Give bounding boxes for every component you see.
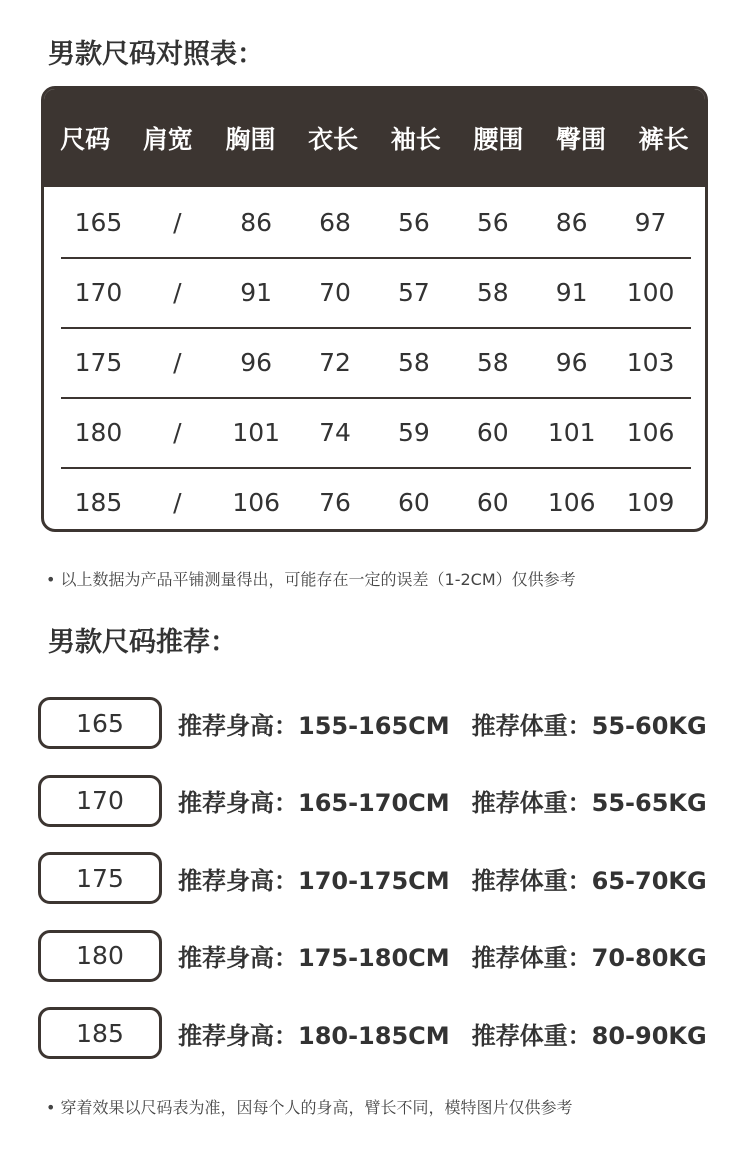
list-item bbox=[38, 1008, 738, 1058]
recommended-height: 推荐身高：175-180CM bbox=[178, 944, 450, 972]
size-chart-header bbox=[44, 89, 705, 187]
table-cell: 175 bbox=[74, 347, 123, 377]
size-badge: 185 bbox=[38, 1007, 162, 1059]
table-cell: 185 bbox=[74, 487, 123, 517]
table-row bbox=[44, 327, 705, 397]
table-cell: 57 bbox=[398, 277, 430, 307]
table-cell: 101 bbox=[547, 417, 596, 447]
table-cell: 74 bbox=[319, 417, 351, 447]
table-cell: 56 bbox=[398, 207, 430, 237]
table-cell: 68 bbox=[319, 207, 351, 237]
list-item bbox=[38, 698, 738, 748]
header-pants-length: 裤长 bbox=[638, 125, 689, 154]
size-chart-table bbox=[41, 86, 708, 532]
table-cell: 86 bbox=[240, 207, 273, 237]
table-cell: 60 bbox=[398, 487, 430, 517]
header-length: 衣长 bbox=[308, 125, 359, 154]
table-cell: 180 bbox=[74, 417, 123, 447]
header-size: 尺码 bbox=[60, 125, 111, 154]
recommended-height: 推荐身高：165-170CM bbox=[178, 789, 450, 817]
table-cell: 97 bbox=[634, 207, 667, 237]
table-cell: / bbox=[173, 347, 182, 377]
table-cell: 109 bbox=[626, 487, 675, 517]
table-cell: 76 bbox=[319, 487, 351, 517]
recommended-height: 推荐身高：170-175CM bbox=[178, 866, 450, 895]
table-row bbox=[44, 257, 705, 327]
table-cell: 91 bbox=[240, 277, 273, 307]
table-cell: / bbox=[173, 277, 182, 307]
list-item bbox=[38, 931, 738, 981]
table-cell: 59 bbox=[398, 417, 430, 447]
recommended-weight: 推荐体重：70-80KG bbox=[471, 944, 707, 972]
size-chart-body bbox=[44, 187, 705, 532]
recommended-weight: 推荐体重：55-65KG bbox=[471, 789, 707, 817]
table-cell: 106 bbox=[232, 487, 281, 517]
table-cell: 96 bbox=[240, 347, 273, 377]
size-badge: 170 bbox=[38, 775, 162, 827]
table-cell: 165 bbox=[74, 207, 123, 237]
table-cell: 91 bbox=[555, 277, 588, 307]
table-cell: 58 bbox=[476, 277, 509, 307]
size-badge: 165 bbox=[38, 697, 162, 749]
table-row bbox=[44, 187, 705, 257]
size-badge: 180 bbox=[38, 930, 162, 982]
header-hip: 臀围 bbox=[556, 125, 607, 154]
header-shoulder: 肩宽 bbox=[142, 125, 193, 154]
size-badge: 175 bbox=[38, 852, 162, 904]
table-cell: 106 bbox=[547, 487, 596, 517]
table-cell: 96 bbox=[555, 347, 588, 377]
table-cell: 60 bbox=[476, 417, 509, 447]
measurement-note: • 以上数据为产品平铺测量得出，可能存在一定的误差（1-2CM）仅供参考 bbox=[46, 570, 576, 589]
list-item bbox=[38, 853, 738, 903]
table-cell: 72 bbox=[319, 347, 351, 377]
table-cell: 70 bbox=[319, 277, 351, 307]
table-cell: / bbox=[173, 417, 182, 447]
table-cell: 86 bbox=[555, 207, 588, 237]
table-cell: 106 bbox=[626, 417, 675, 447]
table-cell: 101 bbox=[232, 417, 281, 447]
table-cell: 170 bbox=[74, 277, 123, 307]
header-sleeve: 袖长 bbox=[390, 125, 441, 154]
table-cell: 56 bbox=[476, 207, 509, 237]
size-chart-title: 男款尺码对照表： bbox=[48, 39, 264, 70]
table-cell: 58 bbox=[476, 347, 509, 377]
table-cell: 100 bbox=[626, 277, 675, 307]
recommendation-title: 男款尺码推荐： bbox=[48, 627, 237, 658]
recommended-weight: 推荐体重：55-60KG bbox=[471, 711, 707, 740]
table-cell: / bbox=[173, 207, 182, 237]
recommended-weight: 推荐体重：65-70KG bbox=[471, 866, 707, 895]
list-item bbox=[38, 776, 738, 826]
header-chest: 胸围 bbox=[225, 125, 276, 154]
recommended-height: 推荐身高：180-185CM bbox=[178, 1021, 450, 1050]
header-waist: 腰围 bbox=[473, 125, 524, 154]
table-row bbox=[44, 397, 705, 467]
table-cell: 58 bbox=[398, 347, 430, 377]
table-cell: 60 bbox=[476, 487, 509, 517]
recommendation-list bbox=[38, 698, 738, 1086]
recommended-weight: 推荐体重：80-90KG bbox=[471, 1021, 707, 1050]
table-cell: 103 bbox=[626, 347, 675, 377]
recommended-height: 推荐身高：155-165CM bbox=[178, 711, 450, 740]
table-cell: / bbox=[173, 487, 182, 517]
table-row bbox=[44, 467, 705, 532]
fit-note: • 穿着效果以尺码表为准，因每个人的身高，臂长不同，模特图片仅供参考 bbox=[46, 1098, 573, 1117]
